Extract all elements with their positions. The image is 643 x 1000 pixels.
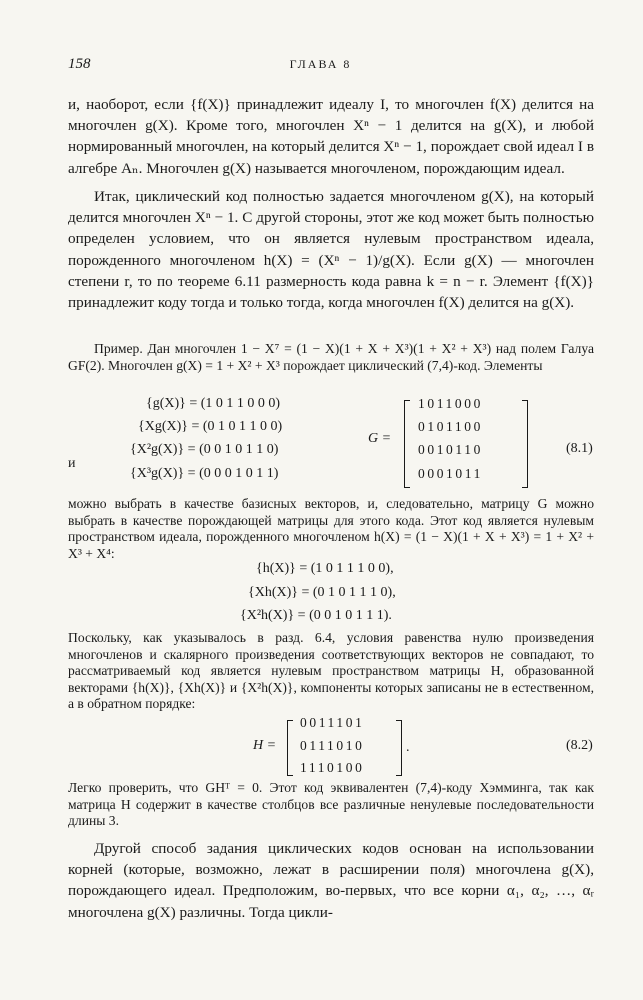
matrix-g-row: 0001011 [418, 466, 483, 481]
paragraph-roots: Другой способ задания циклических кодов основан на использовании корней (которые, возможно, лежат в расширении поля) многочлена g(X), порождающего идеал. Предположим, во-первых, что все корни α₁, α₂, …, αᵣ многочлена g(X) различны. Тогда цикли- [68, 840, 594, 921]
matrix-g-row: 0101100 [418, 419, 483, 434]
matrix-h-left-bracket [287, 720, 293, 776]
matrix-g-symbol: G = [368, 431, 392, 446]
equation-label-8-1: (8.1) [566, 441, 593, 456]
basis-vector-xg: {Xg(X)} = (0 1 0 1 1 0 0) [138, 419, 283, 434]
page-header [68, 56, 573, 76]
basis-vector-x3g: {X³g(X)} = (0 0 0 1 0 1 1) [130, 466, 279, 481]
matrix-g-row: 0010110 [418, 442, 483, 457]
paragraph-cyclic-code: Итак, циклический код полностью задается многочленом g(X), на который делится многочлен Xⁿ − 1. С другой стороны, этот же код может быть полностью определен условием, что он является нулевым пространством идеала, порожденного многочленом h(X) = (Xⁿ − 1)/g(X). Если g(X) — многочлен степени r, то по теореме 6.11 размерность кода равна k = n − r. Элемент {f(X)} принадлежит коду тогда и только тогда, когда многочлен f(X) делится на g(X). [68, 188, 594, 312]
equation-label-8-2: (8.2) [566, 738, 593, 753]
chapter-title: ГЛАВА 8 [289, 57, 352, 71]
matrix-h-row: 0111010 [300, 738, 365, 753]
basis-vector-g: {g(X)} = (1 0 1 1 0 0 0) [146, 396, 281, 411]
matrix-h-symbol: H = [253, 738, 277, 753]
conjunction-and: и [68, 456, 76, 471]
matrix-h-row: 0011101 [300, 715, 365, 730]
paragraph-ideal: и, наоборот, если {f(X)} принадлежит идеалу I, то многочлен f(X) делится на многочлен g(X). Кроме того, многочлен Xⁿ − 1 делится на g(X), и любой нормированный многочлен, на который делится Xⁿ − 1, порождает свой идеал I в алгебре Aₙ. Многочлен g(X) называется многочленом, порождающим идеал. [68, 96, 594, 177]
matrix-h-right-bracket [396, 720, 402, 776]
h-vector: {h(X)} = (1 0 1 1 1 0 0), [256, 561, 394, 576]
matrix-g-left-bracket [404, 400, 410, 488]
paragraph-example: Пример. Дан многочлен 1 − X⁷ = (1 − X)(1 + X + X³)(1 + X² + X³) над полем Галуа GF(2). Многочлен g(X) = 1 + X² + X³ порождает циклический (7,4)-код. Элементы [68, 341, 594, 373]
page-number: 158 [68, 56, 91, 72]
matrix-g-right-bracket [522, 400, 528, 488]
paragraph-basis: можно выбрать в качестве базисных векторов, и, следовательно, матрицу G можно выбрать в качестве порождающей матрицы для этого кода. Этот код является нулевым пространством идеала, порожденного многочленом h(X) = (1 − X)(1 + X + X³) = 1 + X² + X³ + X⁴: [68, 496, 594, 561]
matrix-h-period: . [406, 740, 410, 755]
paragraph-null-space: Поскольку, как указывалось в разд. 6.4, условия равенства нулю произведения многочленов и скалярного произведения соответствующих векторов не совпадают, то рассматриваемый код является нулевым пространством матрицы H, образованной векторами {h(X)}, {Xh(X)} и {X²h(X)}, компоненты которых записаны не в естественном, а в обратном порядке: [68, 630, 594, 712]
matrix-h-row: 1110100 [300, 760, 365, 775]
xh-vector: {Xh(X)} = (0 1 0 1 1 1 0), [248, 585, 396, 600]
basis-vector-x2g: {X²g(X)} = (0 0 1 0 1 1 0) [130, 442, 279, 457]
matrix-g-row: 1011000 [418, 396, 483, 411]
x2h-vector: {X²h(X)} = (0 0 1 0 1 1 1). [240, 608, 392, 623]
paragraph-hamming: Легко проверить, что GHᵀ = 0. Этот код эквивалентен (7,4)-коду Хэмминга, так как матрица H содержит в качестве столбцов все различные ненулевые последовательности длины 3. [68, 780, 594, 829]
